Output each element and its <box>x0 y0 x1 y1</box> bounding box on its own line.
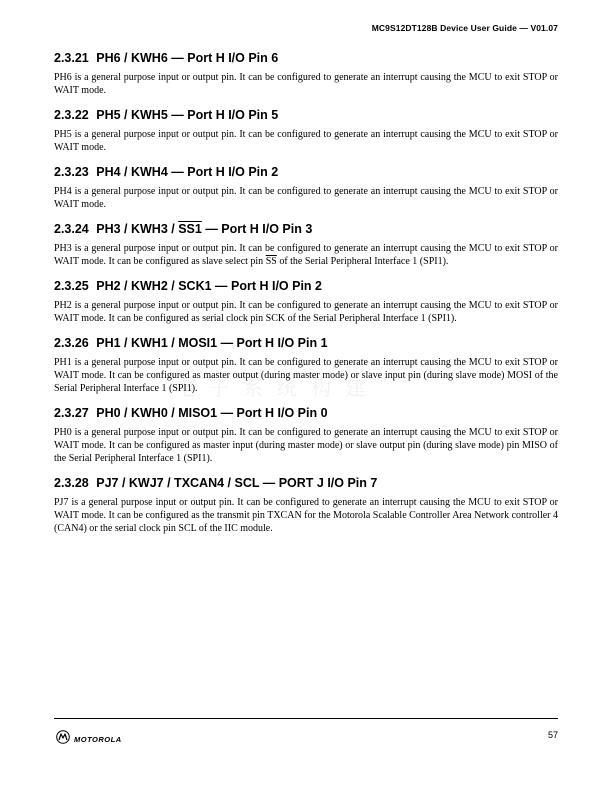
section-title-suffix: — Port H I/O Pin 3 <box>201 222 313 236</box>
section-title: PH5 / KWH5 — Port H I/O Pin 5 <box>96 108 279 122</box>
motorola-batwing-icon <box>56 730 70 749</box>
section-2-3-22 <box>54 107 558 154</box>
section-heading <box>54 335 558 356</box>
section-number: 2.3.28 <box>54 476 89 490</box>
page-number: 57 <box>547 730 558 740</box>
section-2-3-26 <box>54 335 558 395</box>
section-body <box>54 242 558 268</box>
section-number: 2.3.23 <box>54 165 89 179</box>
section-number: 2.3.26 <box>54 336 89 350</box>
section-title: PH6 / KWH6 — Port H I/O Pin 6 <box>96 51 279 65</box>
section-body: PH5 is a general purpose input or output pin. It can be configured to generate an interrupt causing the MCU to exit STOP or WAIT mode. <box>54 129 558 153</box>
section-title-prefix: PH3 / KWH3 / <box>96 222 179 236</box>
section-heading <box>54 50 558 71</box>
section-title: PH4 / KWH4 — Port H I/O Pin 2 <box>96 165 279 179</box>
section-body: PH4 is a general purpose input or output pin. It can be configured to generate an interrupt causing the MCU to exit STOP or WAIT mode. <box>54 186 558 210</box>
section-2-3-27 <box>54 405 558 465</box>
page-content <box>54 50 558 545</box>
section-body: PJ7 is a general purpose input or output pin. It can be configured to generate an interrupt causing the MCU to exit STOP or WAIT mode. It can be configured as the transmit pin TXCAN for the Motorola Scalable Controller Area Network controller 4 (CAN4) or the serial clock pin SCL of the IIC module. <box>54 497 558 534</box>
section-number: 2.3.22 <box>54 108 89 122</box>
section-title: PJ7 / KWJ7 / TXCAN4 / SCL — PORT J I/O Pin 7 <box>96 476 378 490</box>
section-number: 2.3.25 <box>54 279 89 293</box>
section-2-3-25 <box>54 278 558 325</box>
body-text-suffix: of the Serial Peripheral Interface 1 (SPI1). <box>276 256 449 267</box>
running-header: MC9S12DT128B Device User Guide — V01.07 <box>371 23 558 33</box>
section-body: PH1 is a general purpose input or output pin. It can be configured to generate an interrupt causing the MCU to exit STOP or WAIT mode. It can be configured as master output (during master mode) or slave input pin (during slave mode) MOSI of the Serial Peripheral Interface 1 (SPI1). <box>54 357 558 394</box>
section-2-3-21 <box>54 50 558 97</box>
section-heading <box>54 405 558 426</box>
section-2-3-24 <box>54 221 558 268</box>
section-heading <box>54 278 558 299</box>
section-heading <box>54 221 558 242</box>
section-heading <box>54 475 558 496</box>
section-number: 2.3.24 <box>54 222 89 236</box>
footer-logo <box>56 730 122 749</box>
section-number: 2.3.27 <box>54 406 89 420</box>
watermark: 电子系统构建 <box>175 376 379 400</box>
section-title: PH2 / KWH2 / SCK1 — Port H I/O Pin 2 <box>96 279 322 293</box>
section-title-overlined: SS1 <box>178 222 202 236</box>
body-text-overlined: $\overline{SS}$ <box>265 256 277 267</box>
footer-brand: MOTOROLA <box>74 735 122 744</box>
section-2-3-23 <box>54 164 558 211</box>
section-2-3-28 <box>54 475 558 535</box>
section-title: PH0 / KWH0 / MISO1 — Port H I/O Pin 0 <box>96 406 328 420</box>
section-body: PH6 is a general purpose input or output pin. It can be configured to generate an interrupt causing the MCU to exit STOP or WAIT mode. <box>54 72 558 96</box>
section-heading <box>54 164 558 185</box>
section-title: PH1 / KWH1 / MOSI1 — Port H I/O Pin 1 <box>96 336 328 350</box>
body-text-prefix: PH3 is a general purpose input or output pin. It can be configured to generate an interrupt causing the MCU to exit STOP or WAIT mode. It can be configured as slave select pin <box>54 243 558 267</box>
section-body: PH2 is a general purpose input or output pin. It can be configured to generate an interrupt causing the MCU to exit STOP or WAIT mode. It can be configured as serial clock pin SCK of the Serial Peripheral Interface 1 (SPI1). <box>54 300 558 324</box>
section-heading <box>54 107 558 128</box>
section-body: PH0 is a general purpose input or output pin. It can be configured to generate an interrupt causing the MCU to exit STOP or WAIT mode. It can be configured as master input (during master mode) or slave output pin (during slave mode) pin MISO of the Serial Peripheral Interface 1 (SPI1). <box>54 427 558 464</box>
section-number: 2.3.21 <box>54 51 89 65</box>
footer-divider <box>54 718 558 719</box>
